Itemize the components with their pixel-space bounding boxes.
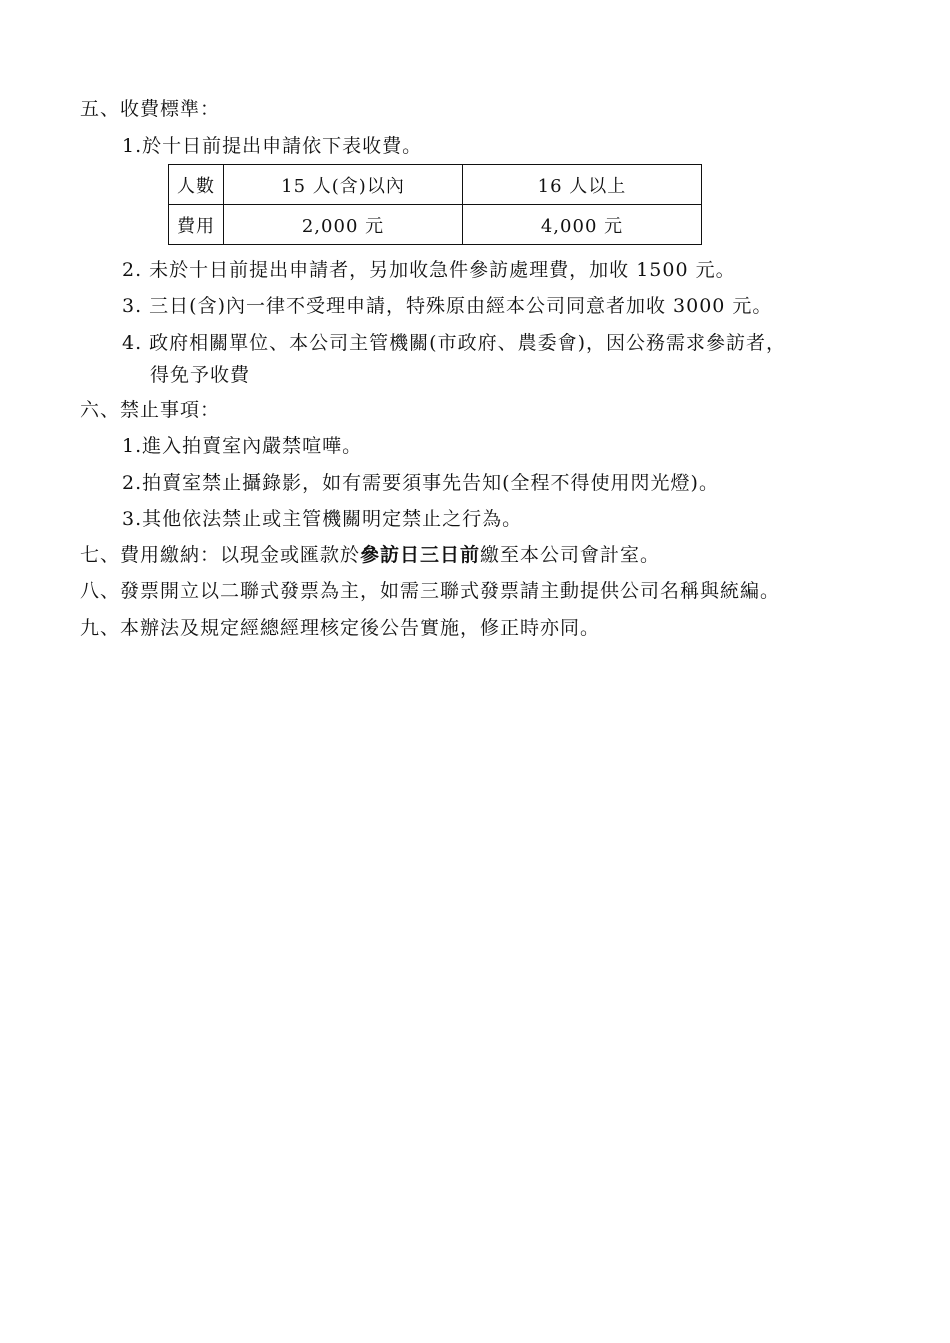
section-7-text [80, 543, 660, 567]
section-6-item-3: 3.其他依法禁止或主管機關明定禁止之行為。 [122, 508, 523, 530]
table-cell-header-label: 人數 [169, 165, 224, 205]
table-cell-fee-label: 費用 [169, 205, 224, 245]
section-7-emphasis: 參訪日三日前 [360, 544, 481, 566]
section-5-heading: 五、收費標準： [80, 98, 221, 120]
table-row [169, 205, 702, 245]
section-7-suffix: 繳至本公司會計室。 [480, 544, 661, 566]
section-6-heading: 六、禁止事項： [80, 399, 221, 421]
table-cell-fee-small: 2,000 元 [224, 205, 463, 245]
section-5-item-2: 2. 未於十日前提出申請者，另加收急件參訪處理費，加收 1500 元。 [122, 259, 736, 281]
section-7-prefix: 七、費用繳納：以現金或匯款於 [80, 544, 361, 566]
section-5-item-1: 1.於十日前提出申請依下表收費。 [122, 135, 423, 157]
table-cell-group-small: 15 人(含)以內 [224, 165, 463, 205]
section-5-item-3: 3. 三日(含)內一律不受理申請，特殊原由經本公司同意者加收 3000 元。 [122, 295, 773, 317]
table-cell-fee-large: 4,000 元 [463, 205, 702, 245]
table-cell-group-large: 16 人以上 [463, 165, 702, 205]
section-5-item-4: 4. 政府相關單位、本公司主管機關(市政府、農委會)，因公務需求參訪者， [122, 332, 786, 354]
table-row [169, 165, 702, 205]
section-8-text: 八、發票開立以二聯式發票為主，如需三聯式發票請主動提供公司名稱與統編。 [80, 580, 781, 602]
section-5-item-4-continued: 得免予收費 [150, 364, 251, 386]
section-6-item-2: 2.拍賣室禁止攝錄影，如有需要須事先告知(全程不得使用閃光燈)。 [122, 472, 719, 494]
section-9-text: 九、本辦法及規定經總經理核定後公告實施，修正時亦同。 [80, 617, 601, 639]
section-6-item-1: 1.進入拍賣室內嚴禁喧嘩。 [122, 435, 363, 457]
fee-table [168, 164, 702, 245]
